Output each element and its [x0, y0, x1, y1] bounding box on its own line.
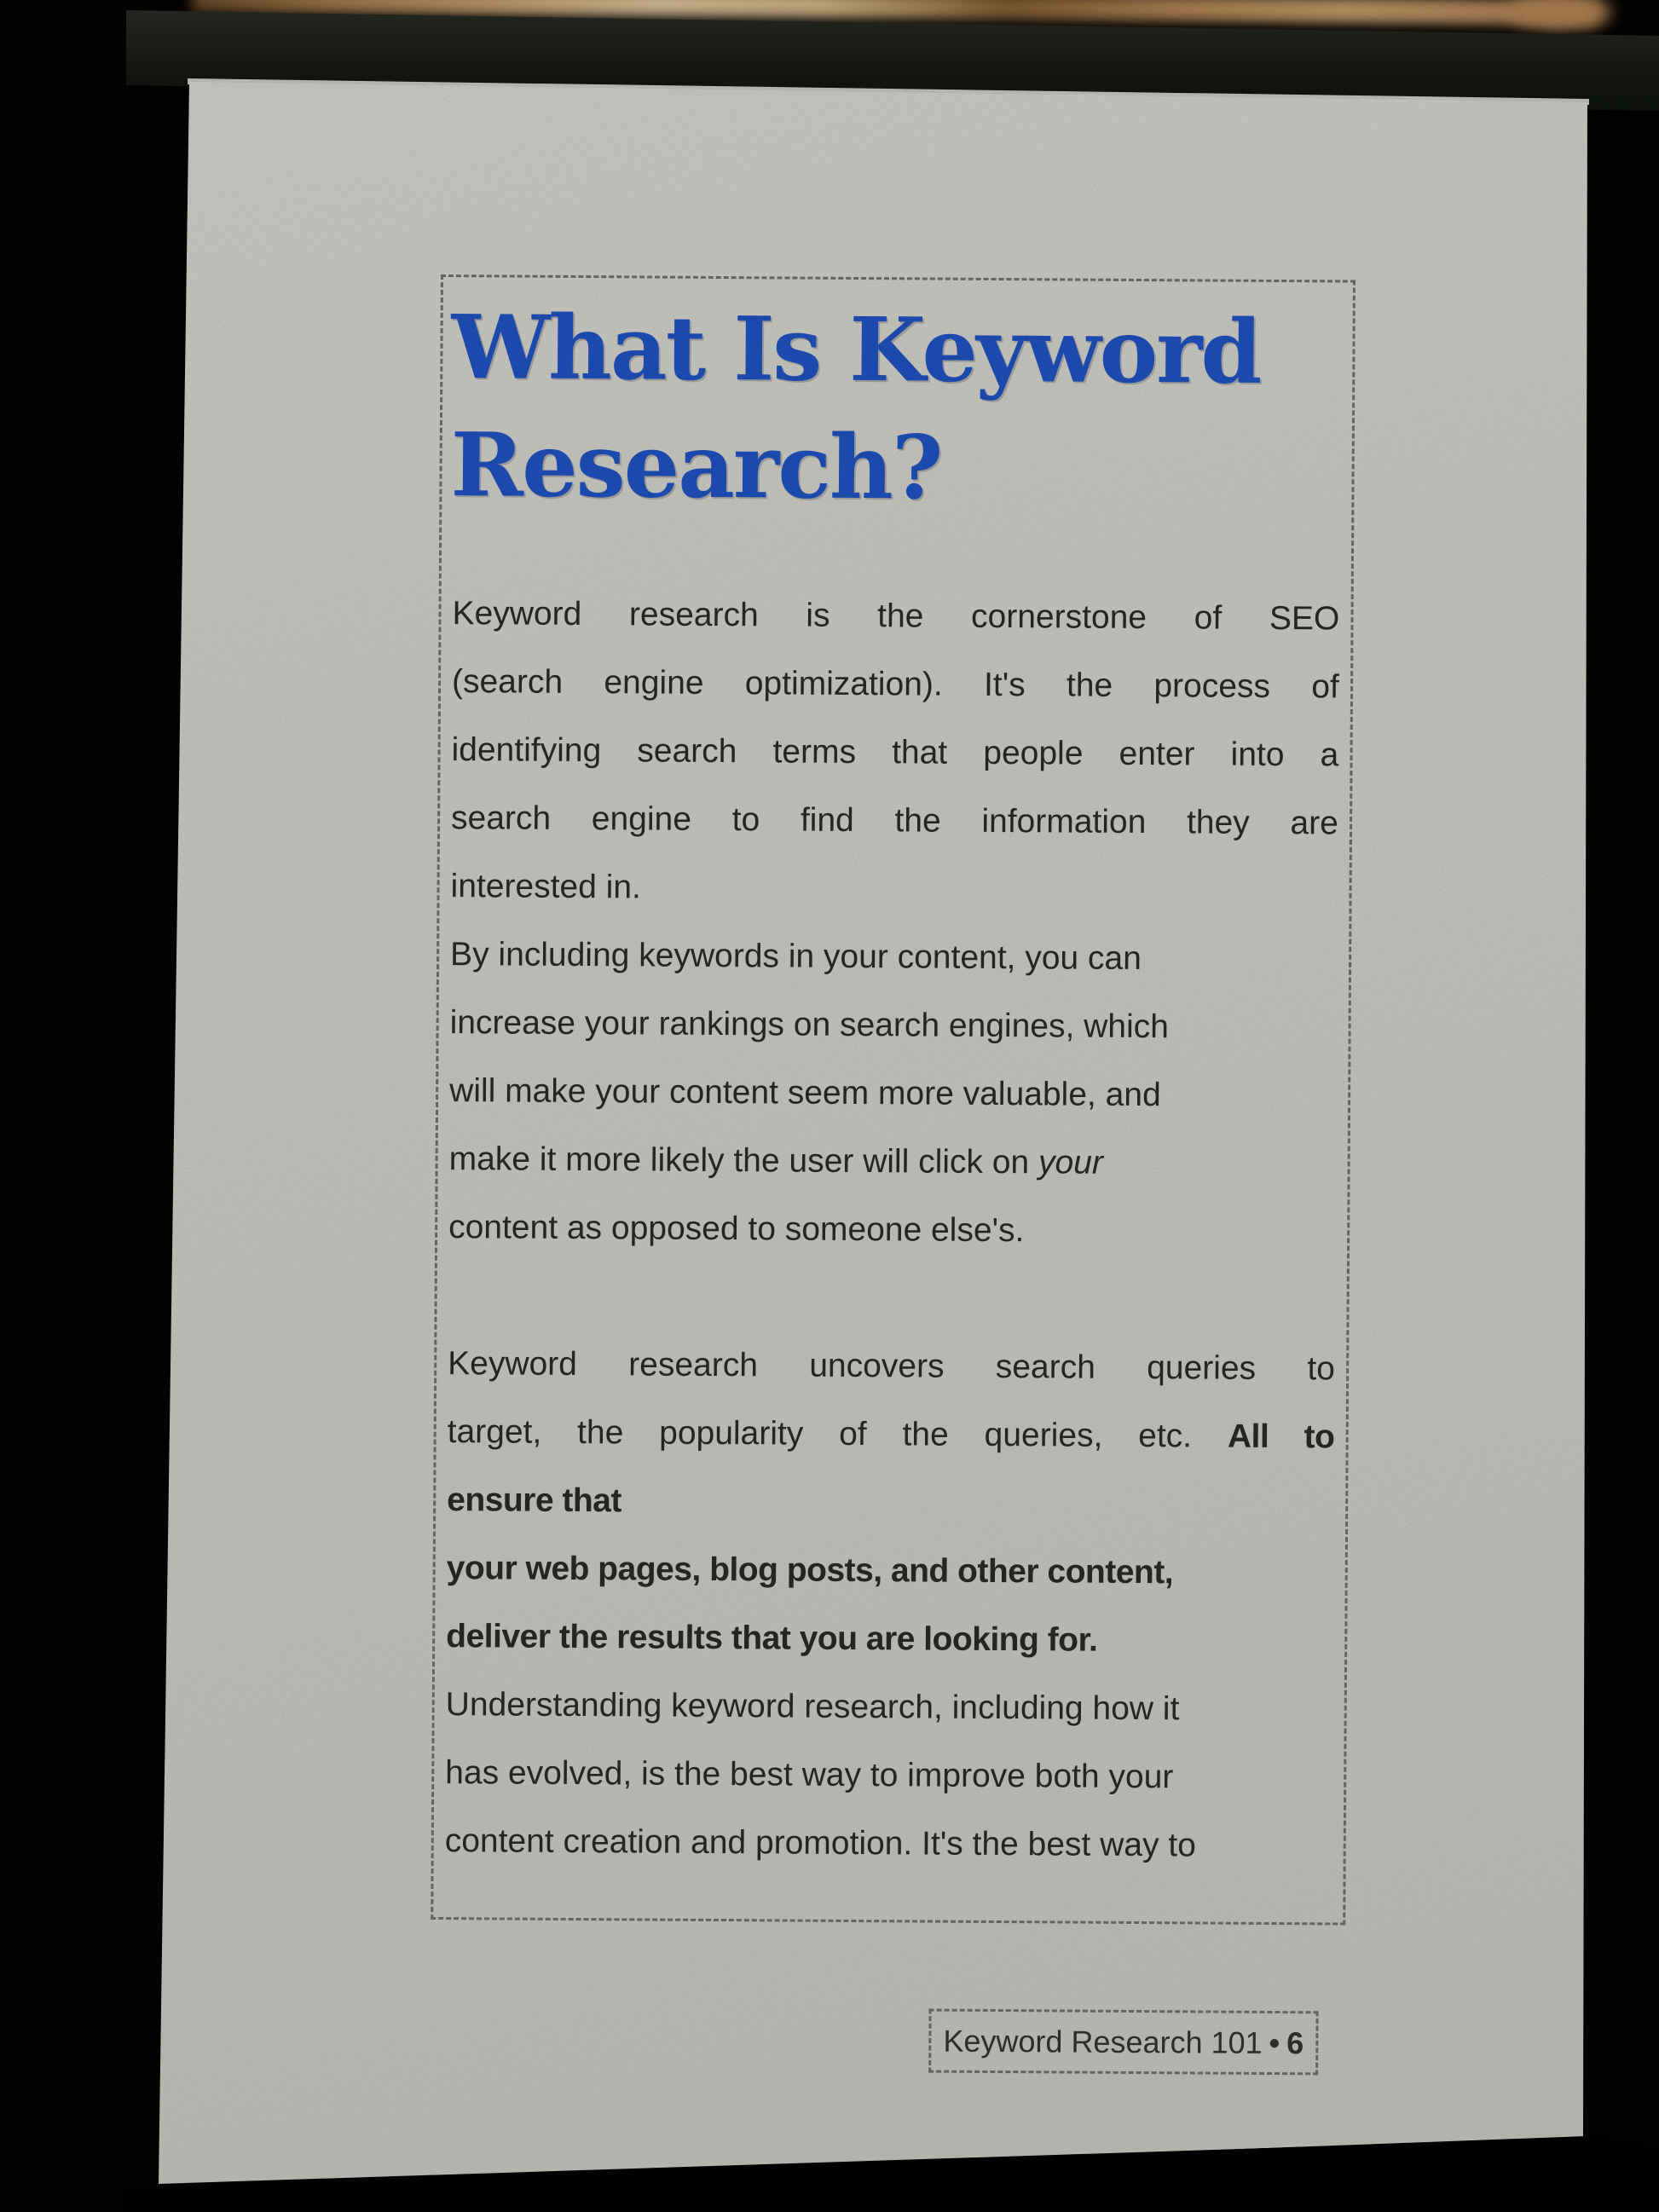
page-title-line2: Research? [450, 413, 942, 520]
body-line: By including keywords in your content, you can [449, 936, 1142, 978]
body-line: content as opposed to someone else's. [448, 1209, 1025, 1250]
body-line: (search engine optimization). It's the process of [451, 663, 1339, 706]
paragraph-gap [448, 1262, 1335, 1335]
body-line: target, the popularity of the queries, etc. All to [447, 1413, 1335, 1456]
page-title [450, 289, 1344, 529]
page-number: 6 [1286, 2024, 1304, 2060]
footer-title: Keyword Research 101 [943, 2023, 1263, 2060]
bullet-separator: • [1269, 2024, 1280, 2060]
body-line: interested in. [450, 868, 642, 906]
body-line: identifying search terms that people enter into a [451, 731, 1339, 774]
body-text [445, 580, 1340, 1880]
body-line: ensure that [447, 1481, 622, 1520]
body-line: your web pages, blog posts, and other content, [446, 1550, 1174, 1591]
body-line: increase your rankings on search engines, which [449, 1004, 1170, 1046]
page-title-line1: What Is Keyword [451, 296, 1261, 404]
body-line: search engine to find the information they are [450, 800, 1338, 842]
body-line: Keyword research is the cornerstone of SEO [452, 595, 1340, 638]
body-line: Understanding keyword research, including how it [445, 1686, 1180, 1728]
body-line: content creation and promotion. It's the best way to [444, 1822, 1197, 1864]
body-line: make it more likely the user will click on your [448, 1141, 1104, 1181]
text-frame [431, 274, 1356, 1926]
page-footer [928, 2009, 1318, 2076]
body-line: will make your content seem more valuable, and [449, 1072, 1161, 1114]
body-line: has evolved, is the best way to improve both your [445, 1754, 1174, 1796]
body-line: Keyword research uncovers search queries to [448, 1345, 1336, 1388]
body-line: deliver the results that you are looking for. [446, 1618, 1098, 1659]
italic-your: your [1038, 1144, 1104, 1181]
